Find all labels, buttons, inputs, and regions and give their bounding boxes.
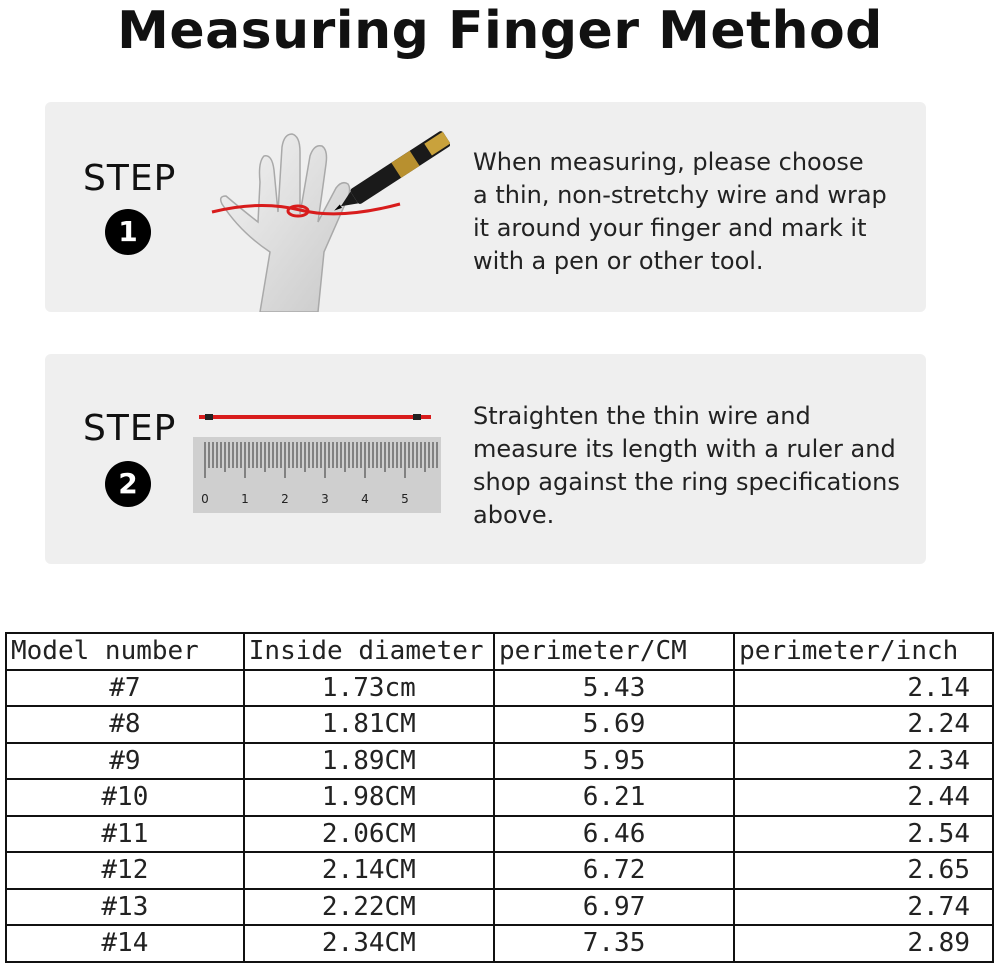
cell-inside-diameter: 2.06CM (244, 816, 494, 853)
table-row (6, 925, 993, 962)
cell-inside-diameter: 2.22CM (244, 889, 494, 926)
cell-perimeter-cm: 6.21 (494, 779, 734, 816)
cell-perimeter-inch: 2.44 (734, 779, 993, 816)
ruler-tick-label: 5 (401, 492, 409, 506)
ruler-tick-label: 1 (241, 492, 249, 506)
cell-perimeter-inch: 2.74 (734, 889, 993, 926)
ring-size-table (5, 632, 994, 963)
step-1-description (473, 146, 918, 278)
step-2-line: above. (473, 501, 555, 529)
table-row (6, 779, 993, 816)
step-1-line: a thin, non-stretchy wire and wrap (473, 181, 887, 209)
wire-mark-right (413, 414, 421, 420)
cell-model-number: #11 (6, 816, 244, 853)
cell-model-number: #10 (6, 779, 244, 816)
cell-perimeter-inch: 2.34 (734, 743, 993, 780)
step-1-panel (45, 102, 926, 312)
header-model-number: Model number (6, 633, 244, 670)
ruler-tick-label: 3 (321, 492, 329, 506)
cell-model-number: #12 (6, 852, 244, 889)
table-row (6, 670, 993, 707)
step-1-number-badge: 1 (105, 209, 151, 255)
step-2-label: STEP (83, 408, 177, 449)
step-2-description (473, 400, 918, 532)
step-2-line: Straighten the thin wire and (473, 402, 811, 430)
cell-inside-diameter: 2.14CM (244, 852, 494, 889)
cell-perimeter-inch: 2.89 (734, 925, 993, 962)
ruler-tick-label: 0 (201, 492, 209, 506)
cell-perimeter-cm: 7.35 (494, 925, 734, 962)
cell-inside-diameter: 1.81CM (244, 706, 494, 743)
cell-perimeter-cm: 6.97 (494, 889, 734, 926)
table-row (6, 816, 993, 853)
cell-perimeter-cm: 6.72 (494, 852, 734, 889)
header-perimeter-cm: perimeter/CM (494, 633, 734, 670)
cell-inside-diameter: 2.34CM (244, 925, 494, 962)
step-2-panel (45, 354, 926, 564)
table-header-row (6, 633, 993, 670)
step-2-line: shop against the ring specifications (473, 468, 900, 496)
step-1-label: STEP (83, 158, 177, 199)
header-perimeter-inch: perimeter/inch (734, 633, 993, 670)
cell-perimeter-cm: 6.46 (494, 816, 734, 853)
cell-perimeter-inch: 2.24 (734, 706, 993, 743)
cell-perimeter-inch: 2.54 (734, 816, 993, 853)
cell-model-number: #13 (6, 889, 244, 926)
ruler-tick-label: 4 (361, 492, 369, 506)
table-body (6, 670, 993, 962)
wire-and-ruler-icon (193, 404, 443, 519)
cell-inside-diameter: 1.73cm (244, 670, 494, 707)
hand-with-wire-and-marker-icon (200, 122, 450, 312)
cell-inside-diameter: 1.89CM (244, 743, 494, 780)
cell-perimeter-cm: 5.69 (494, 706, 734, 743)
cell-model-number: #9 (6, 743, 244, 780)
header-inside-diameter: Inside diameter (244, 633, 494, 670)
table-row (6, 743, 993, 780)
cell-model-number: #8 (6, 706, 244, 743)
cell-perimeter-inch: 2.14 (734, 670, 993, 707)
wire-mark-left (205, 414, 213, 420)
table-row (6, 852, 993, 889)
step-2-number-badge: 2 (105, 461, 151, 507)
step-1-line: it around your finger and mark it (473, 214, 867, 242)
page-title: Measuring Finger Method (117, 1, 883, 61)
step-1-line: with a pen or other tool. (473, 247, 764, 275)
step-1-line: When measuring, please choose (473, 148, 864, 176)
cell-inside-diameter: 1.98CM (244, 779, 494, 816)
cell-perimeter-cm: 5.43 (494, 670, 734, 707)
cell-model-number: #7 (6, 670, 244, 707)
cell-perimeter-inch: 2.65 (734, 852, 993, 889)
step-2-line: measure its length with a ruler and (473, 435, 896, 463)
cell-model-number: #14 (6, 925, 244, 962)
cell-perimeter-cm: 5.95 (494, 743, 734, 780)
ruler-tick-label: 2 (281, 492, 289, 506)
table-row (6, 706, 993, 743)
table-row (6, 889, 993, 926)
